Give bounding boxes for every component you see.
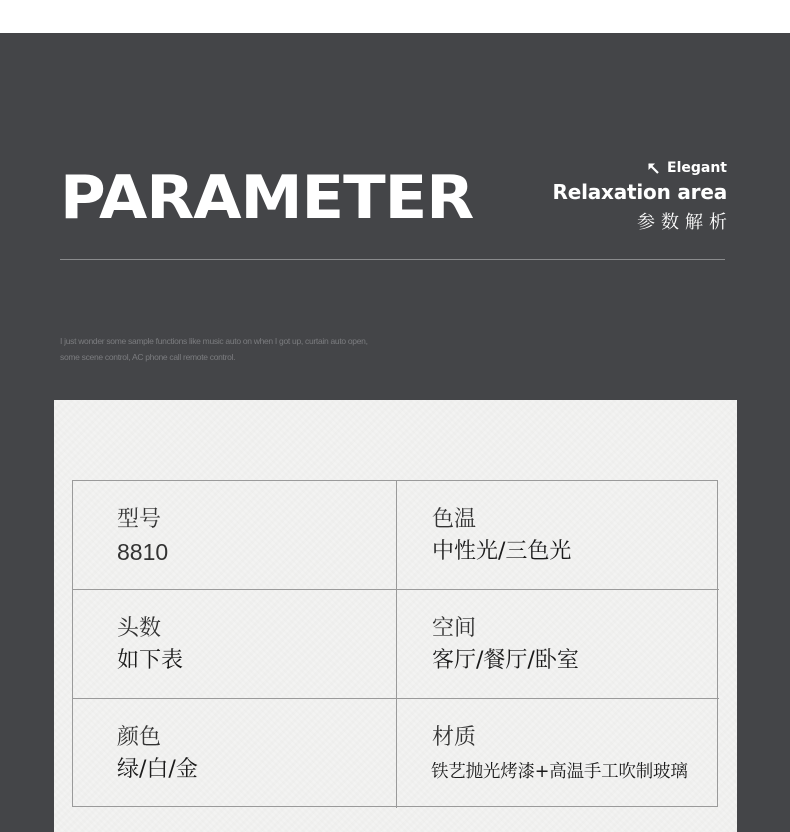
top-white-strip xyxy=(0,0,790,33)
parameter-table xyxy=(72,480,718,807)
header-right-block xyxy=(552,158,733,240)
param-label: 颜色 xyxy=(117,725,162,750)
param-value: 铁艺抛光烤漆+高温手工吹制玻璃 xyxy=(431,762,688,782)
param-label: 型号 xyxy=(117,507,162,532)
param-label: 色温 xyxy=(432,507,477,532)
param-cell-heads xyxy=(73,590,396,699)
description-line-1: I just wonder some sample functions like music auto on when I got up, curtain auto open, xyxy=(60,336,368,346)
description xyxy=(60,333,420,365)
param-value: 客厅/餐厅/卧室 xyxy=(432,648,579,673)
param-label: 材质 xyxy=(432,725,477,750)
param-value: 如下表 xyxy=(117,648,184,673)
param-label: 头数 xyxy=(117,616,162,641)
description-line-2: some scene control, AC phone call remote control. xyxy=(60,352,236,362)
param-cell-material xyxy=(396,699,719,808)
param-value: 中性光/三色光 xyxy=(432,539,572,564)
subtitle-chinese: 参数解析 xyxy=(637,212,733,233)
tag-label: Elegant xyxy=(667,160,727,176)
subtitle: Relaxation area xyxy=(552,180,727,204)
param-value: 8810 xyxy=(117,539,169,565)
arrow-up-left-icon xyxy=(647,162,660,175)
param-cell-model xyxy=(73,481,396,590)
param-label: 空间 xyxy=(432,616,477,641)
divider xyxy=(60,259,725,260)
param-cell-space xyxy=(396,590,719,699)
param-value: 绿/白/金 xyxy=(117,757,198,782)
tag-line xyxy=(553,158,728,178)
page-title: PARAMETER xyxy=(60,163,474,233)
param-cell-color-temperature xyxy=(396,481,719,590)
param-cell-color xyxy=(73,699,396,808)
parameter-panel xyxy=(54,400,737,832)
